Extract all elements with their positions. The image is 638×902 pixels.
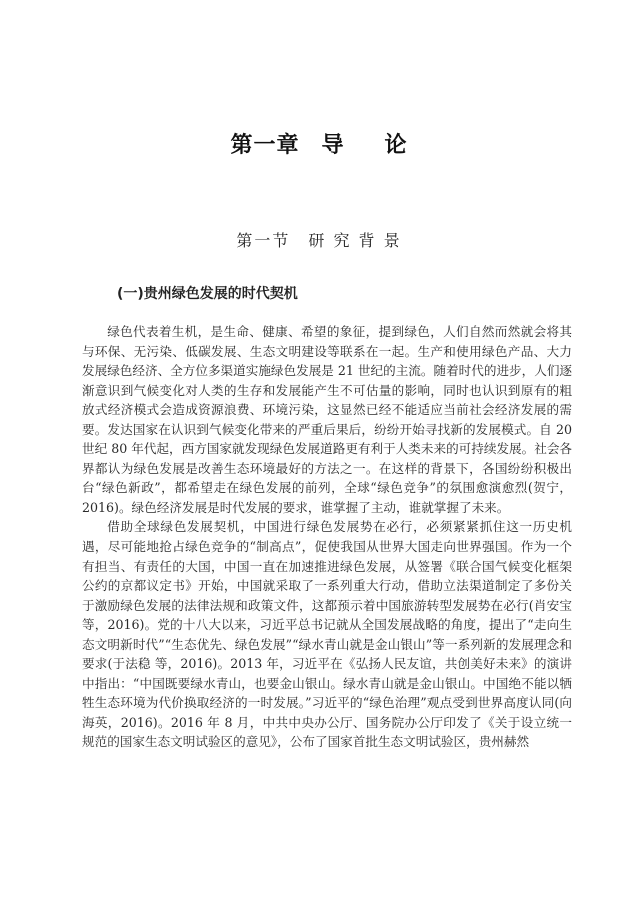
paragraph: 借助全球绿色发展契机，中国进行绿色发展势在必行，必须紧紧抓住这一历史机遇，尽可能地抢占绿色竞争的“制高点”，促使我国从世界大国走向世界强国。作为一个有担当、有责任的大国，中国一直在加速推进绿色发展，从签署《联合国气候变化框架公约的京都议定书》开始，中国就采取了一系列重大行动，借助立法渠道制定了多份关于激励绿色发展的法律法规和政策文件，这都预示着中国旅游转型发展势在必行(肖安宝 等，2016)。党的十八大以来，习近平总书记就从全国发展战略的角度，提出了“走向生态文明新时代”“生态优先、绿色发展”“绿水青山就是金山银山”等一系列新的发展理念和要求(于法稳 等，2016)。2013 年，习近平在《弘扬人民友谊，共创美好未来》的演讲中指出：“中国既要绿水青山，也要金山银山。绿水青山就是金山银山。中国绝不能以牺牲生态环境为代价换取经济的一时发展。”习近平的“绿色治理”观点受到世界高度认同(向海英，2016)。2016 年 8 月，中共中央办公厅、国务院办公厅印发了《关于设立统一规范的国家生态文明试验区的意见》，公布了国家首批生态文明试验区，贵州赫然 [82,519,572,750]
paragraph: 绿色代表着生机，是生命、健康、希望的象征，提到绿色，人们自然而然就会将其与环保、无污染、低碳发展、生态文明建设等联系在一起。生产和使用绿色产品、大力发展绿色经济、全方位多渠道实施绿色发展是 21 世纪的主流。随着时代的进步，人们逐渐意识到气候变化对人类的生存和发展能产生不可估量的影响，同时也认识到原有的粗放式经济模式会造成资源浪费、环境污染，这显然已经不能适应当前社会经济发展的需要。发达国家在认识到气候变化带来的严重后果后，纷纷开始寻找新的发展模式。自 20 世纪 80 年代起，西方国家就发现绿色发展道路更有利于人类未来的可持续发展。社会各界都认为绿色发展是改善生态环境最好的方法之一。在这样的背景下，各国纷纷积极出台“绿色新政”，都希望走在绿色发展的前列，全球“绿色竞争”的氛围愈演愈烈(贺宁，2016)。绿色经济发展是时代发展的要求，谁掌握了主动，谁就掌握了未来。 [82,324,573,515]
section-number: 第一节 [236,231,291,250]
body-text [82,322,572,752]
subsection-title: (一)贵州绿色发展的时代契机 [117,286,298,302]
chapter-title-word-2: 论 [384,132,408,158]
chapter-number: 第一章 [230,132,300,158]
chapter-title-word-1: 导 [321,132,345,158]
section-name: 研 究 背 景 [308,231,402,250]
chapter-title [0,128,638,159]
section-title [0,228,638,251]
